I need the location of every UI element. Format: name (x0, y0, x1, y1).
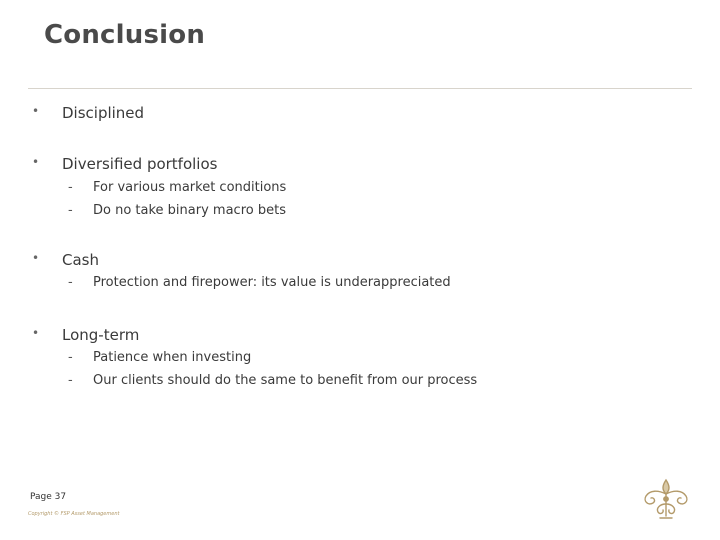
bullet-dot-icon: • (32, 326, 40, 340)
slide-title: Conclusion (44, 20, 206, 50)
bullet-dot-icon: • (32, 104, 40, 118)
bullet-text: Long-term (62, 326, 140, 344)
page-number: Page 37 (30, 492, 67, 502)
sub-bullet-text: Do no take binary macro bets (93, 203, 286, 218)
sub-bullet-text: Patience when investing (93, 350, 252, 365)
sub-bullet-text: Our clients should do the same to benefit from our process (93, 373, 478, 388)
dash-icon: - (68, 180, 73, 195)
sub-bullet-text: Protection and firepower: its value is underappreciated (93, 275, 451, 290)
sub-bullet-text: For various market conditions (93, 180, 287, 195)
dash-icon: - (68, 203, 73, 218)
bullet-dot-icon: • (32, 155, 40, 169)
ornamental-crest-icon (638, 476, 694, 522)
dash-icon: - (68, 350, 73, 365)
bullet-text: Cash (62, 251, 99, 269)
bullet-text: Disciplined (62, 104, 145, 122)
bullet-dot-icon: • (32, 251, 40, 265)
dash-icon: - (68, 275, 73, 290)
dash-icon: - (68, 373, 73, 388)
title-divider (28, 88, 692, 89)
copyright-text: Copyright © FSP Asset Management (28, 511, 120, 517)
bullet-text: Diversified portfolios (62, 155, 218, 173)
